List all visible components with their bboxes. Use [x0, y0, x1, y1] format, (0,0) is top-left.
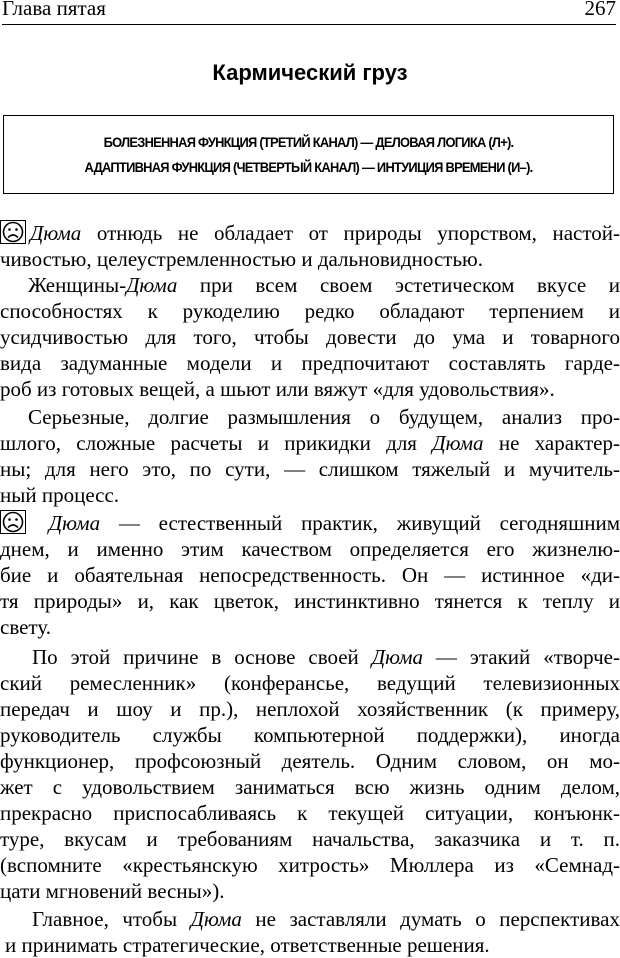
epigraph-line-2: АДАПТИВНАЯ ФУНКЦИЯ (ЧЕТВЕРТЫЙ КАНАЛ) — ИНТУИЦИЯ ВРЕМЕНИ (И–). [84, 159, 533, 175]
text-span: — естественный практик, живущий сегодняшним [100, 511, 620, 535]
text-line: прекрасно приспосабливаясь к текущей ситуации, конъюнк- [0, 801, 620, 825]
text-span: при всем своем эстетическом вкусе и [177, 273, 620, 297]
text-line: бие и обаятельная непосредственность. Он — истинное «ди- [0, 563, 620, 587]
text-span: — этакий «творче- [422, 645, 620, 669]
text-span: Главное, чтобы [32, 907, 191, 931]
text-line: вида задуманные модели и предпочитают составлять гарде- [0, 351, 620, 375]
text-line: усидчивостью для того, чтобы довести до ума и товарного [0, 325, 620, 349]
text-span: не характер- [483, 431, 620, 455]
name-italic: Дюма [190, 907, 242, 931]
text-line: Серьезные, долгие размышления о будущем, анализ про- [28, 405, 620, 429]
text-line: свету. [0, 615, 51, 639]
text-line: днем, и именно этим качеством определяется его жизнелю- [0, 537, 620, 561]
name-italic: Дюма [30, 221, 82, 245]
text-line: роб из готовых вещей, а шьют или вяжут «для удовольствия». [0, 377, 555, 401]
name-italic: Дюма [126, 273, 178, 297]
running-header [2, 0, 616, 25]
text-line [0, 906, 620, 932]
text-line: руководитель службы компьютерной поддержки), иногда [0, 723, 620, 747]
text-span: Женщины- [28, 273, 127, 297]
text-line: способностях к рукоделию редко обладают терпением и [0, 299, 620, 323]
text-line [0, 644, 620, 670]
sad-face-icon [0, 510, 26, 534]
text-line: функционер, профсоюзный деятель. Одним словом, он мо- [0, 749, 620, 773]
text-line: ный процесс. [0, 483, 120, 507]
text-line: передач и шоу и пр.), неплохой хозяйственник (к примеру, [0, 697, 620, 721]
text-line: (вспомните «крестьянскую хитрость» Мюллера из «Семнад- [0, 853, 620, 877]
text-line: ский ремесленник» (конферансье, ведущий телевизионных [0, 671, 620, 695]
text-line: туре, вкусам и требованиям начальства, заказчика и т. п. [0, 827, 620, 851]
name-italic: Дюма [371, 645, 423, 669]
text-line: цати мгновений весны»). [0, 879, 225, 903]
text-line: тя природы» и, как цветок, инстинктивно тянется к теплу и [0, 589, 620, 613]
name-italic: Дюма [432, 431, 484, 455]
text-line: ны; для него это, по сути, — слишком тяжелый и мучитель- [0, 457, 620, 481]
epigraph-line-1: БОЛЕЗНЕННАЯ ФУНКЦИЯ (ТРЕТИЙ КАНАЛ) — ДЕЛОВАЯ ЛОГИКА (Л+). [103, 134, 514, 150]
text-line: жет с удовольствием заниматься всю жизнь одним делом, [0, 775, 620, 799]
chapter-title: Глава пятая [2, 0, 106, 20]
text-line [0, 272, 620, 298]
text-line [0, 220, 620, 246]
sad-face-icon [0, 220, 26, 244]
text-span: По этой причине в основе своей [32, 645, 372, 669]
text-span: шлого, сложные расчеты и прикидки для [0, 431, 433, 455]
epigraph-box [3, 115, 614, 194]
text-line [0, 510, 620, 536]
section-title: Кармический груз [212, 60, 408, 85]
text-line [0, 430, 620, 456]
text-span: не заставляли думать о перспективах [241, 907, 620, 931]
text-line: и принимать стратегические, ответственные решения. [5, 933, 490, 957]
text-span: отнюдь не обладает от природы упорством, настой- [81, 221, 620, 245]
name-italic: Дюма [48, 511, 101, 535]
page-number: 267 [584, 0, 616, 20]
text-line: чивостью, целеустремленностью и дальновидностью. [0, 247, 483, 271]
